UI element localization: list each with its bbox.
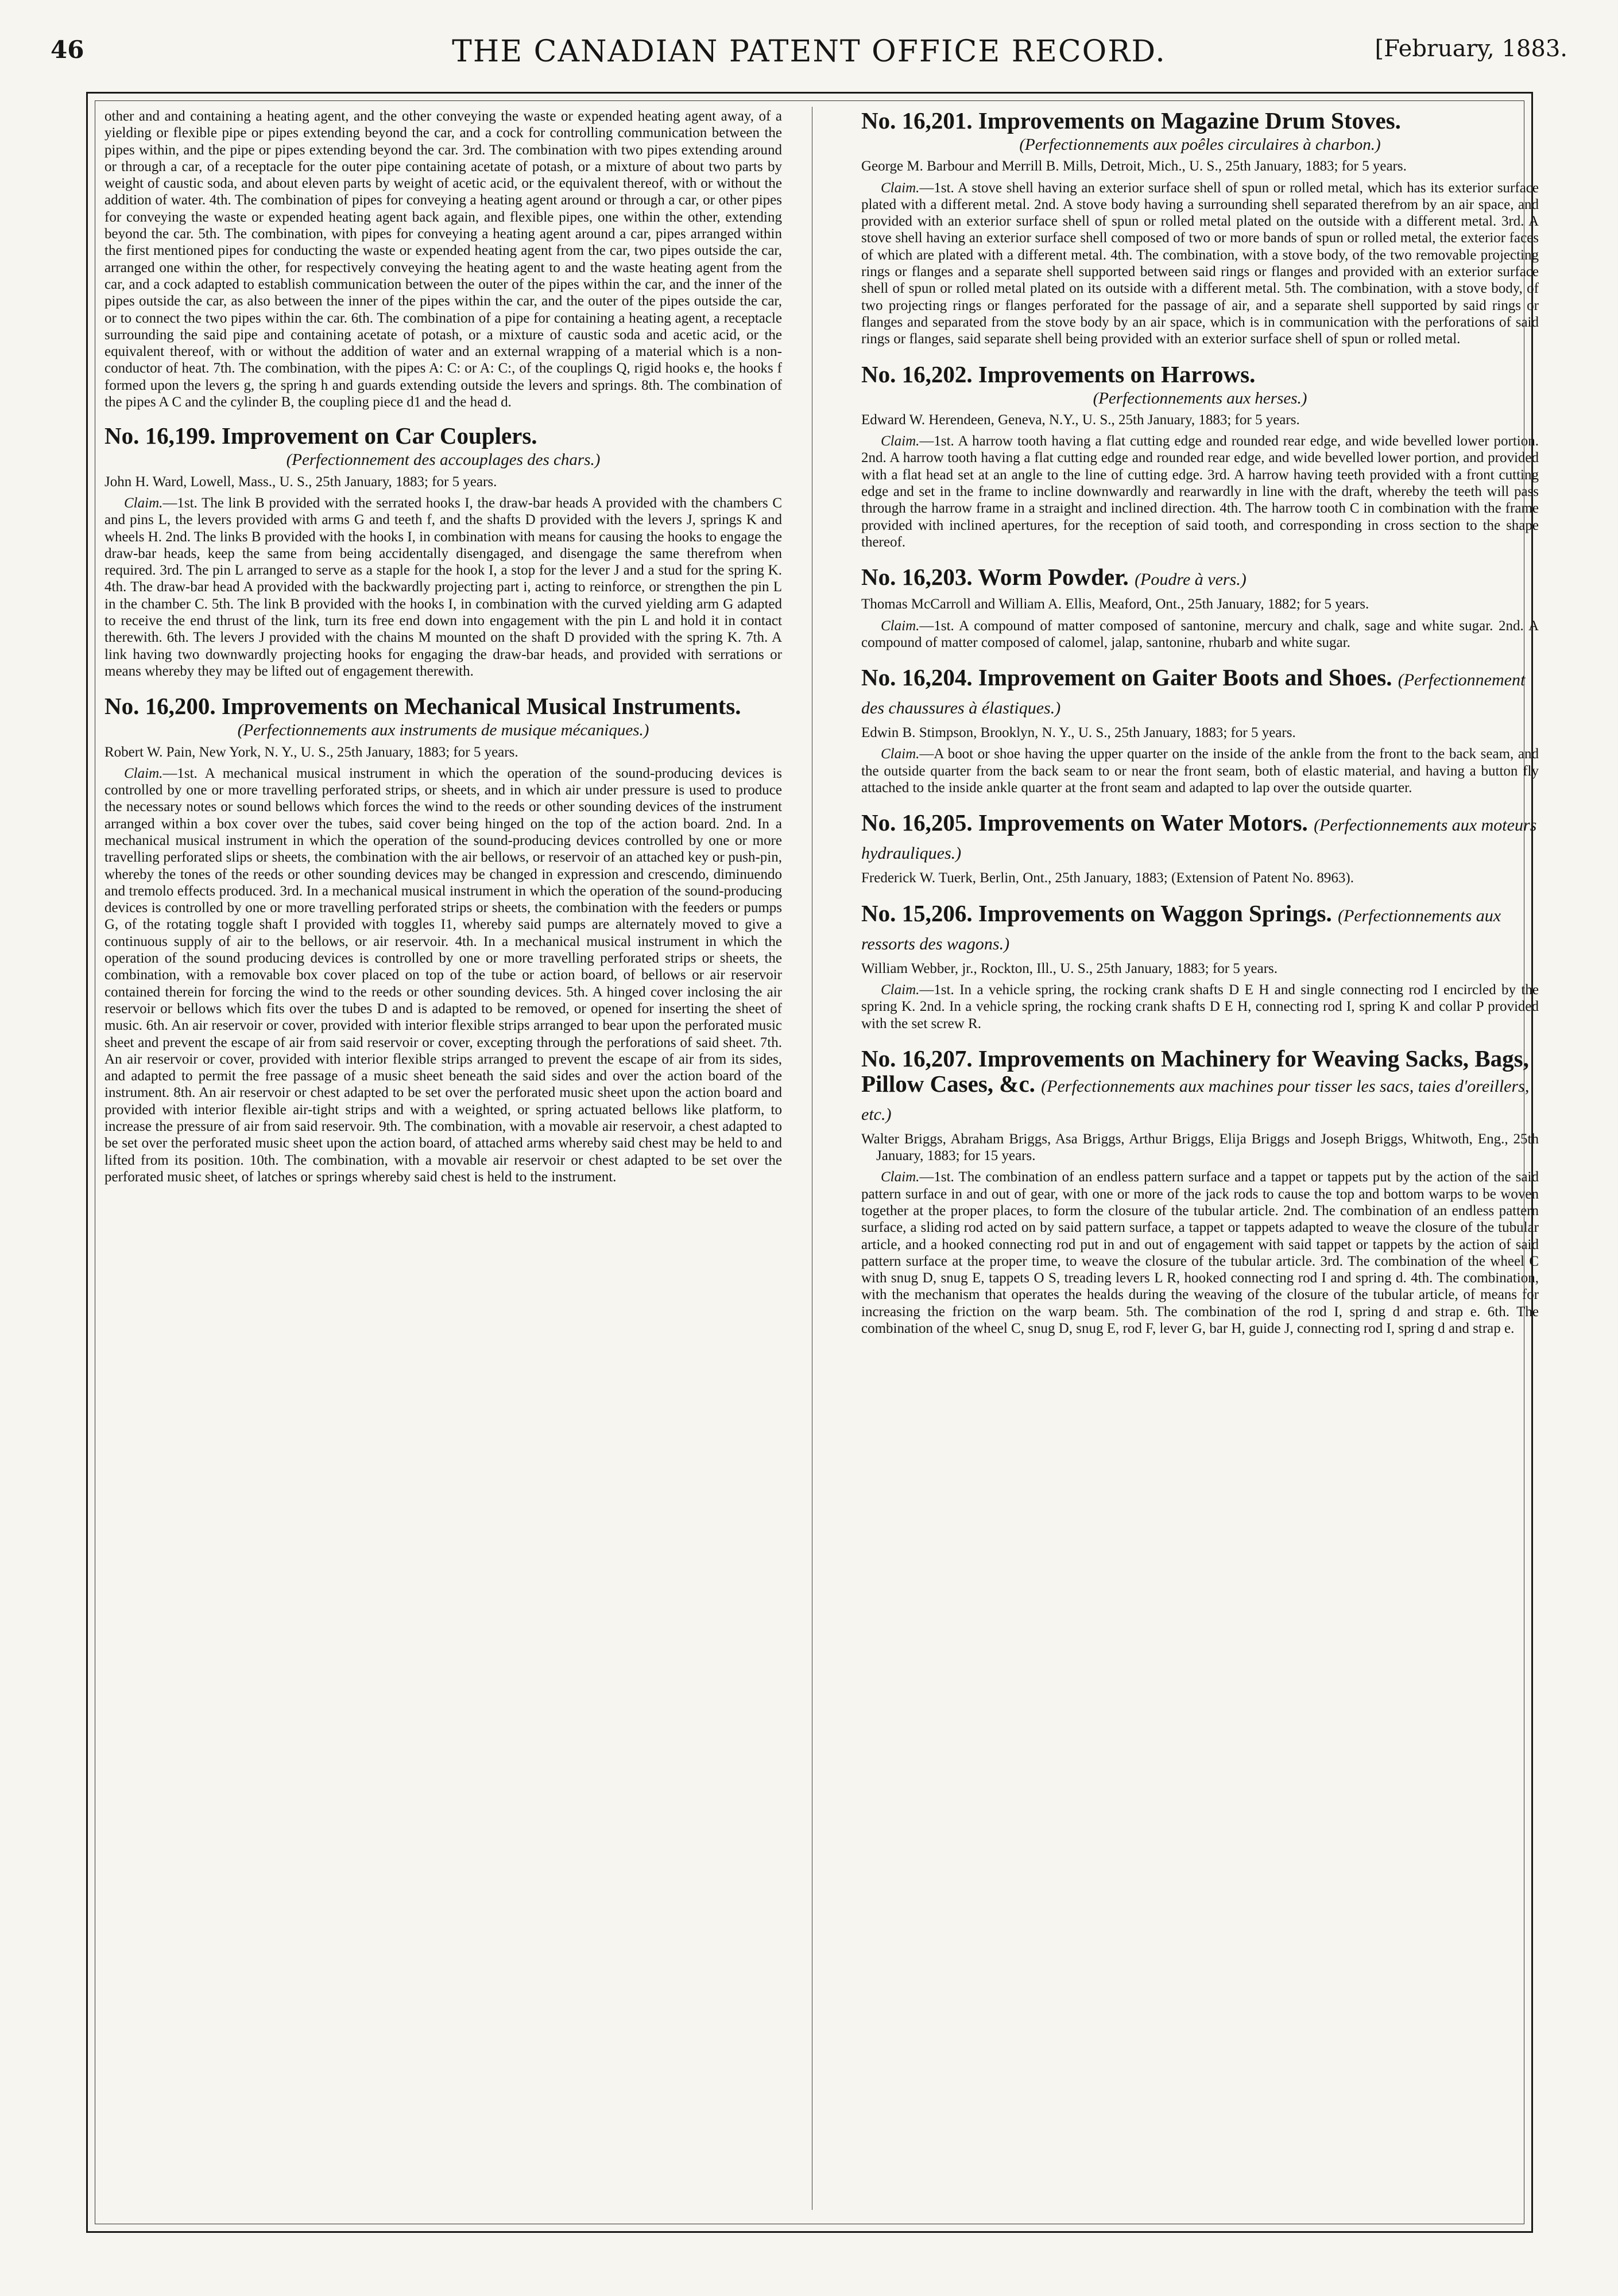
issue-date: [February, 1883.	[1375, 36, 1567, 62]
claim-label: Claim.	[881, 1169, 920, 1185]
patent-number: No. 15,206.	[861, 899, 973, 926]
patent-16205	[861, 810, 1539, 886]
patent-title: Improvements on Water Motors.	[978, 809, 1308, 836]
patent-16199	[104, 423, 782, 680]
patent-claim	[104, 495, 782, 680]
patent-french-title: (Perfectionnements aux herses.)	[1093, 389, 1307, 408]
patent-applicant: George M. Barbour and Merrill B. Mills, Detroit, Mich., U. S., 25th January, 1883; for 5 years.	[861, 158, 1407, 174]
patent-applicant: Walter Briggs, Abraham Briggs, Asa Briggs, Arthur Briggs, Elija Briggs and Joseph Briggs, Whitwoth, Eng., 25th January, 1883; for 15 years.	[861, 1131, 1539, 1164]
patent-claim	[861, 1169, 1539, 1337]
claim-text: —1st. A stove shell having an exterior surface shell of spun or rolled metal, which has its exterior surface plated with a different metal. 2nd. A stove body having a surrounding shell separated therefrom by an air space, and provided with an exterior surface shell of spun or rolled metal plated on the outside with a different metal. 3rd. A stove shell having an exterior surface shell composed of two or more bands of spun or rolled metal, the exterior faces of which are plated with a different metal. 4th. The combination, with a stove body, of the two removable projecting rings or flanges and a separate shell supported between said rings or flanges and provided with an exterior surface shell of spun or rolled metal plated on its outside with a different metal. 5th. The combination, with a stove body, of two projecting rings or flanges perforated for the passage of air, and a separate shell supported by said rings or flanges and separated from the stove body by an air space, which is in communication with the perforations of said rings or flanges, said separate shell being provided with an exterior surface shell of spun or rolled metal.	[861, 180, 1539, 347]
patent-french-title: (Perfectionnements aux ressorts des wagons.)	[861, 906, 1501, 953]
patent-number: No. 16,201.	[861, 108, 973, 134]
patent-title: Improvement on Gaiter Boots and Shoes.	[978, 664, 1392, 691]
patent-title: Improvements on Harrows.	[978, 360, 1256, 387]
patent-claim	[861, 618, 1539, 651]
patent-claim	[861, 982, 1539, 1032]
patent-applicant: John H. Ward, Lowell, Mass., U. S., 25th January, 1883; for 5 years.	[104, 474, 497, 490]
claim-text: —1st. A compound of matter composed of santonine, mercury and chalk, sage and white sugar. 2nd. A compound of matter composed of calomel, jalap, santonine, rhubarb and white sugar.	[861, 618, 1539, 650]
claim-label: Claim.	[881, 618, 920, 634]
patent-heading	[861, 810, 1539, 866]
patent-french-title: (Perfectionnements aux machines pour tisser les sacs, taies d'oreillers, etc.)	[861, 1076, 1530, 1124]
patent-heading	[861, 108, 1539, 133]
patent-number: No. 16,205.	[861, 809, 973, 836]
patent-number: No. 16,202.	[861, 360, 973, 387]
patent-16200	[104, 693, 782, 1185]
patent-applicant: Thomas McCarroll and William A. Ellis, Meaford, Ont., 25th January, 1882; for 5 years.	[861, 596, 1369, 612]
claim-label: Claim.	[124, 495, 163, 511]
patent-number: No. 16,199.	[104, 422, 216, 449]
patent-heading	[861, 564, 1539, 592]
claim-label: Claim.	[881, 180, 920, 196]
claim-label: Claim.	[881, 982, 920, 998]
patent-claim	[861, 433, 1539, 550]
claim-label: Claim.	[124, 765, 163, 781]
page-header	[51, 32, 1567, 78]
patent-french-title: (Perfectionnement des accouplages des chars.)	[286, 451, 601, 470]
patent-claim	[861, 746, 1539, 796]
patent-applicant: Frederick W. Tuerk, Berlin, Ont., 25th January, 1883; (Extension of Patent No. 8963).	[861, 870, 1354, 886]
patent-heading	[861, 901, 1539, 957]
claim-text: —1st. The link B provided with the serrated hooks I, the draw-bar heads A provided with the chambers C and pins L, the levers provided with arms G and teeth f, and the shafts D provided with the levers J, springs K and wheels H. 2nd. The links B provided with the hooks I, in combination with means for causing the hooks to engage the draw-bar heads, keep the same from being accidentally disengaged, and disengage the same therefrom when required. 3rd. The pin L arranged to serve as a staple for the hook I, a stop for the lever J and a stud for the spring K. 4th. The draw-bar head A provided with the backwardly projecting part i, acting to reinforce, or strengthen the pin L in the chamber C. 5th. The link B provided with the hooks I, in combination with the curved yielding arm G adapted to receive the end thrust of the link, turn its free end down into engagement with the pin L and hold it in contact therewith. 6th. The levers J provided with the chains M mounted on the shaft D provided with the spring K. 7th. A link having two downwardly projecting hooks for engaging the draw-bar heads, and provided with serrations or means whereby they may be lifted out of engagement therewith.	[104, 495, 782, 679]
patent-french-title: (Perfectionnements aux instruments de musique mécaniques.)	[237, 721, 649, 740]
patent-title: Improvements on Waggon Springs.	[978, 899, 1332, 926]
patent-title: Improvements on Magazine Drum Stoves.	[978, 108, 1401, 134]
patent-number: No. 16,200.	[104, 693, 216, 720]
patent-claim	[104, 765, 782, 1185]
patent-16202	[861, 362, 1539, 551]
patent-16207	[861, 1046, 1539, 1337]
patent-french-title: (Perfectionnements aux poêles circulaires à charbon.)	[1019, 135, 1381, 154]
claim-label: Claim.	[881, 746, 920, 762]
patent-title: Worm Powder.	[978, 564, 1129, 591]
patent-title: Improvement on Car Couplers.	[221, 422, 537, 449]
patent-applicant: Robert W. Pain, New York, N. Y., U. S., 25th January, 1883; for 5 years.	[104, 744, 518, 760]
patent-applicant: Edward W. Herendeen, Geneva, N.Y., U. S., 25th January, 1883; for 5 years.	[861, 412, 1300, 428]
patent-applicant: William Webber, jr., Rockton, Ill., U. S., 25th January, 1883; for 5 years.	[861, 960, 1278, 976]
patent-french-title: (Perfectionnements aux moteurs hydrauliques.)	[861, 816, 1537, 863]
patent-heading	[861, 665, 1539, 721]
claim-text: —1st. The combination of an endless pattern surface and a tappet or tappets put by the action of the said pattern surface in and out of gear, with one or more of the jack rods to cause the top and bottom warps to be woven together at the proper places, to form the closure of the tubular article. 2nd. The combination of an endless pattern surface, a sliding rod acted on by said pattern surface, a tappet or tappets adapted to weave the closure of the tubular article, and a hooked connecting rod put in and out of engagement with said tappet or tappets by the action of said pattern surface at the proper time, to weave the closure of the tubular article. 3rd. The combination of the wheel C with snug D, snug E, tappets O S, treading levers L R, hooked connecting rod I and spring d. 4th. The combination, with the mechanism that operates the healds during the weaving of the closure of the tubular article, of means for increasing the friction on the warp beam. 5th. The combination of the rod I, spring d and strap e. 6th. The combination of the wheel C, snug D, snug E, rod F, lever G, bar H, guide J, connecting rod I, spring d and strap e.	[861, 1169, 1539, 1337]
patent-16201	[861, 108, 1539, 348]
right-column	[861, 108, 1539, 2216]
patent-16203	[861, 564, 1539, 651]
patent-title: Improvements on Machinery for Weaving Sacks, Bags, Pillow Cases, &c.	[861, 1045, 1529, 1097]
claim-text: —1st. In a vehicle spring, the rocking crank shafts D E H and single connecting rod I encircled by the spring K. 2nd. In a vehicle spring, the rocking crank shafts D E H, connecting rod I, spring K and collar P provided with the set screw R.	[861, 982, 1539, 1031]
patent-french-title: (Perfectionnement des chaussures à élastiques.)	[861, 670, 1526, 718]
claim-label: Claim.	[881, 433, 920, 449]
journal-title: THE CANADIAN PATENT OFFICE RECORD.	[452, 34, 1166, 69]
claim-text: —A boot or shoe having the upper quarter on the inside of the ankle from the front to the back seam, and the outside quarter from the back seam to or near the front seam, both of elastic material, and having a button fly attached to the inside ankle quarter at the front seam and adapted to lap over the outside quarter.	[861, 746, 1539, 796]
page-number: 46	[51, 36, 84, 64]
continued-claims: other and and containing a heating agent, and the other conveying the waste or expended heating agent away, of a yielding or flexible pipe or pipes extending beyond the car, and a cock for controlling communication between the pipes within, and the pipe or pipes extending beyond the car. 3rd. The combination with two pipes extending around or through a car, of a receptacle for the outer pipe containing acetate of potash, or a mixture of about two parts by weight of caustic soda, and about eleven parts by weight of acetic acid, or the equivalent thereof, with or without the addition of water. 4th. The combination of pipes for conveying a heating agent around or through a car, or other pipes for conveying the waste or expended heating agent back again, and flexible pipes, one within the other, extending beyond the car. 5th. The combination, with pipes for conveying a heating agent around a car, pipes arranged within the first mentioned pipes for conducting the waste or expended heating agent from the car, two pipes outside the car, arranged one within the other, for respectively conveying the heating agent to and the waste heating agent from the car, and a cock adapted to establish communication between the outer of the pipes within the car, and the inner of the pipes outside the car, as also between the inner of the pipes within the car, and the outer of the pipes outside the car, or to connect the two pipes within the car. 6th. The combination of a pipe for containing a heating agent, a receptacle surrounding the said pipe and containing acetate of potash, or a mixture of caustic soda and acetic acid, or the equivalent thereof, with or without the addition of water and an external wrapping of a material which is a non-conductor of heat. 7th. The combination, with the pipes A: C: or A: C:, of the couplings Q, rigid hooks e, the hooks f formed upon the levers g, the spring h and guards extending outside the levers and springs. 8th. The combination of the pipes A C and the cylinder B, the coupling piece d1 and the head d.	[104, 108, 782, 410]
left-column	[104, 108, 782, 2216]
patent-number: No. 16,207.	[861, 1045, 973, 1072]
patent-heading	[861, 1046, 1539, 1127]
patent-number: No. 16,203.	[861, 564, 973, 591]
patent-applicant: Edwin B. Stimpson, Brooklyn, N. Y., U. S., 25th January, 1883; for 5 years.	[861, 725, 1296, 741]
patent-french-title: (Poudre à vers.)	[1135, 570, 1247, 589]
patent-number: No. 16,204.	[861, 664, 973, 691]
patent-16204	[861, 665, 1539, 796]
patent-15206	[861, 901, 1539, 1032]
claim-text: —1st. A mechanical musical instrument in which the operation of the sound-producing devices is controlled by one or more travelling perforated strips, or sheets, and in which air under pressure is used to produce the necessary notes or sound bellows which forces the wind to the reeds or other sounding devices of the instrument arranged within a box cover over the tubes, said cover being hinged on the top of the action board. 2nd. In a mechanical musical instrument in which the operation of the sound-producing devices controlled by one or more travelling perforated slips or sheets, the combination with the air bellows, or reservoir of an attached key or push-pin, whereby the tones of the reeds or other sounding devices may be changed in expression and crescendo, diminuendo and tremolo effects produced. 3rd. In a mechanical musical instrument in which the operation of the sound-producing devices is controlled by one or more travelling perforated strips or sheets, the combination with the feeders or pumps G, of the rotating toggle shaft I provided with toggles I1, whereby said pumps are alternately moved to give a continuous supply of air to the bellows, or air reservoir. 4th. In a mechanical musical instrument in which the operation of the sound producing devices is controlled by one or more travelling perforated strips or sheets, the combination, with a removable box cover placed on top of the tube or action board, of bellows or air reservoir contained therein for forcing the wind to the reeds or other sounding devices. 5th. A hinged cover inclosing the air reservoir or bellows which fits over the tubes D and is adapted to be removed, or opened for inserting the sheet of music. 6th. An air reservoir or cover, provided with interior flexible strips arranged to bear upon the perforated music sheet and prevent the escape of air from said reservoir or cover, excepting through the perforations of said sheet. 7th. An air reservoir or cover, provided with interior flexible strips arranged to prevent the escape of air from its sides, and adapted to permit the free passage of a music sheet beneath the said sides and over the action board of the instrument. 8th. An air reservoir or chest adapted to be set over the perforated music sheet upon the action board and provided with interior flexible air-tight strips and with a weighted, or spring actuated bellows like platform, to increase the pressure of air from said reservoir. 9th. The combination, with a movable air reservoir, a chest adapted to be set over the perforated music sheet upon the action board, of attached arms whereby said chest may be held to and lifted from its position. 10th. The combination, with a movable air reservoir or chest adapted to be set over the perforated music sheet, of latches or springs whereby said chest is held to the instrument.	[104, 765, 782, 1185]
patent-heading	[104, 693, 782, 719]
patent-title: Improvements on Mechanical Musical Instruments.	[221, 693, 741, 720]
claim-text: —1st. A harrow tooth having a flat cutting edge and rounded rear edge, and wide bevelled lower portion. 2nd. A harrow tooth having a flat cutting edge and rounded rear edge, and wide bevelled lower portion, and provided with a flat head set at an angle to the line of cutting edge. 3rd. A harrow having teeth provided with a front cutting edge and set in the frame to incline downwardly and rearwardly in line with the draft, whereby the teeth will pass through the harrow frame in a straight and inclined direction. 4th. The harrow tooth C in combination with the frame provided with inclined apertures, for the reception of said tooth, and corresponding in cross section to the shape thereof.	[861, 433, 1539, 550]
patent-claim	[861, 180, 1539, 348]
patent-heading	[861, 362, 1539, 387]
patent-heading	[104, 423, 782, 448]
